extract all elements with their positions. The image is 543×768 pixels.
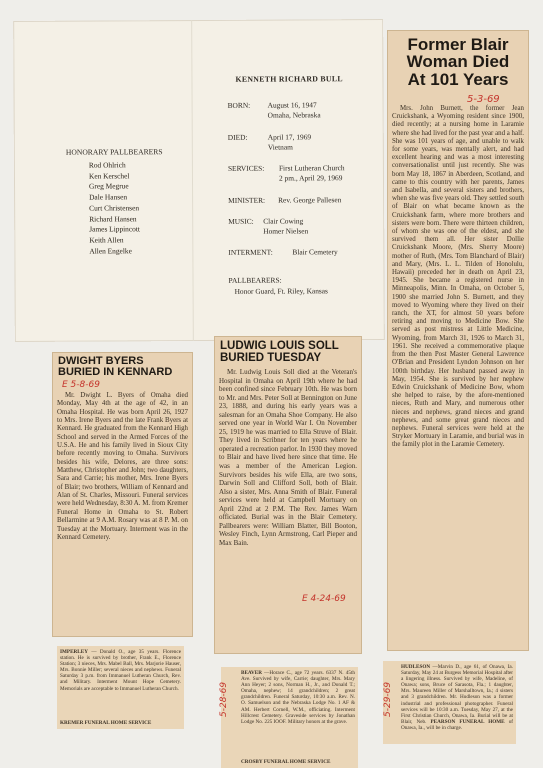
honorary-name: Ken Kerschel	[88, 171, 130, 181]
notice-text: — Donald O., age 35 years. Florence station. He is survived by brother, Frank E., Florence Station; 3 nieces, Mrs. Mabel Ball, Mrs. Marjorie Hauser, Mrs. Bonnie Miller; several nieces and nephews. Funeral Saturday 3 p.m. from Immanuel Lutheran Church, Rev. and Military. Interment Mount Hope Cemetery. Memorials are acceptable to Immanuel Lutheran Church.	[60, 649, 182, 692]
born-place: Omaha, Nebraska	[267, 110, 321, 120]
services-label: SERVICES:	[227, 163, 265, 173]
clipping-burnett	[387, 30, 529, 651]
clipping-byers	[52, 352, 193, 637]
headline-line: Former Blair	[407, 35, 509, 54]
minister-label: MINISTER:	[228, 195, 266, 205]
handwritten-date: 5-3-69	[467, 94, 500, 105]
minister-name: Rev. George Pallesen	[278, 195, 342, 205]
honorary-name: Rod Ohlrich	[88, 160, 126, 170]
funeral-home: PEARSON FUNERAL HOME	[430, 718, 505, 725]
pallbearers-value: Honor Guard, Ft. Riley, Kansas	[234, 286, 328, 296]
interment-place: Blair Cemetery	[292, 247, 338, 257]
clipping-hudleson	[383, 661, 516, 744]
funeral-home: CROSBY FUNERAL HOME SERVICE	[241, 758, 331, 765]
handwritten-date: E 5-8-69	[62, 380, 100, 390]
deceased-surname: BEAVER	[241, 670, 262, 676]
handwritten-date: E 4-24-69	[302, 594, 346, 604]
clipping-beaver	[221, 667, 358, 768]
handwritten-date: 5-29-69	[383, 681, 393, 717]
services-place: First Lutheran Church	[278, 163, 345, 173]
honorary-name: Greg Megrue	[89, 181, 129, 191]
clipping-body	[60, 649, 181, 692]
headline-line: BURIED IN KENNARD	[58, 366, 173, 379]
handwritten-date: 5-28-69	[219, 681, 229, 717]
clipping-headline	[220, 341, 339, 364]
honorary-name: Richard Hansen	[89, 213, 137, 224]
funeral-home: KREMER FUNERAL HOME SERVICE	[60, 719, 152, 726]
honorary-name: Allen Engelke	[89, 245, 132, 256]
honorary-name: Keith Allen	[89, 235, 124, 245]
music-performer: Clair Cowing	[263, 216, 304, 226]
headline-line: Woman Died	[406, 52, 510, 72]
born-date: August 16, 1947	[267, 100, 317, 110]
honorary-name: Dale Hansen	[89, 192, 128, 202]
died-place: Vietnam	[267, 142, 293, 152]
funeral-home-city: of Onawa, Ia., will be in charge.	[401, 718, 514, 731]
clipping-body	[241, 670, 355, 725]
pallbearers-label: PALLBEARERS:	[228, 275, 282, 285]
deceased-surname: IMPERLEY	[60, 649, 88, 655]
died-label: DIED:	[227, 132, 248, 142]
deceased-name: KENNETH RICHARD BULL	[235, 74, 343, 84]
clipping-imperley	[57, 646, 184, 729]
deceased-surname: HUDLESON	[401, 664, 431, 670]
program-fold-line	[191, 20, 194, 341]
headline-line: DWIGHT BYERS	[58, 355, 144, 367]
notice-text: —Horace C., age 72 years. 6337 N. 45th Ave. Survived by wife, Carrie; daughter, Mrs. Mary Ann Heyer; 2 sons, Norman H., Jr., and Donald T.; Omaha, nephew; 14 grandchildren; 2 great grandchildren. Funeral Saturday, 10:30 a.m. Rev. N. O. Samuelson and the Nebraska Lodge No. 1 AF & AM. Herbert Cornell, W.M., officiating. Interment Hillcrest Cemetery. Graveside services by Jonathan Lodge No. 225 IOOF. Military honors at the grave.	[241, 670, 355, 725]
clipping-headline	[393, 36, 523, 88]
services-time: 2 pm., April 29, 1969	[278, 173, 343, 183]
honorary-pallbearers-title: HONORARY PALLBEARERS	[65, 147, 163, 157]
notice-text: —Marvin D., age 61, of Onawa, Ia. Saturday, May 24 at Burgess Memorial Hospital after a lingering illness. Survived by wife, Madeline, of Onawa; sons, Bruce of Sarasota, Fla.; 1 daughter, Mrs. Maureen Miller of Marshalltown, Ia.; 4 sisters and 3 grandchildren. Mr. Hudleson was a former industrial and professional photographer. Funeral services will be 10:30 a.m. Tuesday, May 27, at the First Christian Church, Onawa, Ia. Burial will be at Blair, Neb.	[401, 664, 514, 725]
headline-line: LUDWIG LOUIS SOLL	[220, 340, 339, 352]
music-label: MUSIC:	[228, 216, 254, 226]
clipping-body: Mr. Dwight L. Byers of Omaha died Monday, May 4th at the age of 42, in an Omaha Hospital. He was born April 26, 1927 to Mrs. Irene Byers and the late Frank Byers at Kennard. He graduated from the Kennard High School and served in the Armed Forces of the U.S.A. He and his family lived in Sioux City before recently moving to Omaha. Survivors besides his wife, Delores, are three sons: Matthew, Christopher and John; two daughters, Sara and Carrie; his mother, Mrs. Irene Byers of Blair; two brothers, William of Kennard and Alan of St. Charles, Missouri. Funeral services were held Wednesday, 8:30 A. M. from Kremer Funeral Home in Omaha to St. Robert Bellarmine at 9 A.M. Rosary was at 8 P. M. on Tuesday at the Mortuary. Interment was in the Kennard Cemetery.	[57, 392, 188, 541]
honorary-name: Curt Christensen	[89, 203, 140, 213]
clipping-soll	[214, 336, 362, 654]
funeral-program-card	[13, 19, 385, 342]
interment-label: INTERMENT:	[228, 247, 273, 257]
born-label: BORN:	[227, 100, 251, 110]
clipping-body: Mr. Ludwig Louis Soll died at the Veteran's Hospital in Omaha on April 19th where he had been confined since February 10th. He was born to Mr. and Mrs. Peter Soll at Bennington on June 23, 1888, and during his early years was a salesman for an Omaha Shoe Company. He also served one year in World War I. On November 25, 1919 he was married to Ella Struve of Blair. They lived in Scribner for ten years where he operated a recreation parlor. In 1930 they moved to Blair and have lived here since that time. He was a member of the American Legion. Survivors besides his wife Ella, are two sons, Darwin Soll and Clifford Soll, both of Blair. Also a sister, Mrs. Anna Smith of Blair. Funeral services were held at Campbell Mortuary on April 22nd at 2 P.M. The Rev. James Warn officiated. Burial was in the Blair Cemetery. Pallbearers were: William Blatter, Bill Booton, Wesley Finch, Lynn Armstrong, Carl Pieper and Max Bain.	[219, 368, 357, 547]
music-performer: Homer Nielsen	[263, 226, 309, 236]
clipping-body: Mrs. John Burnett, the former Jean Cruickshank, a Wyoming resident since 1900, died recently; at a nursing home in Laramie where she had lived for the past year and a half. She was 101 years of age, and unable to walk for some years, was mentally alert, and had excellent hearing and was a most interesting conversationalist until just recently. She was born May 18, 1867 in Aberdeen, Scotland, and came to this country with her parents, James and Isabella, and several sisters and brothers, when she was five years old. They settled south of Blair on what became known as the Cruickshank farm, where more brothers and sisters were born. There were thirteen children, of whom she was one of the eldest, and she survived them all. Her sister Dollie Cruickshank Moore, (Mrs. Sherry Moore) mother of Ruth, (Mrs. Tom Blanchard of Blair) and Mary, (Mrs. L. L. Tilden of Honolulu, Hawaii) preceded her in death on April 23, 1945. She became a registered nurse in Minneapolis, Minn. In Omaha, on October 5, 1900 she married John S. Burnett, and they moved to Wyoming where they lived on their ranch, the XT, for almost 50 years before retiring and moving to Medicine Bow. She served as post mistress at Little Medicine, Wyoming, from March 31, 1926 to March 31, 1961. She received a commemorative plaque from the then Post Master General Lawrence O'Brian and President Lyndon Johnson on her 100th birthday. Her husband passed away in May, 1954. She is survived by her nephew Edwin Cruickshank of Medicine Bow, whom she helped to raise, by the afore-mentioned nieces, Ruth and Mary, and numerous other nieces and nephews, grand nieces and grand nephews, and some great grand nieces and nephews. Funeral services were held at the Stryker Mortuary in Laramie, and burial was in the family plot in the Laramie Cemetery.	[392, 105, 524, 449]
headline-line: BURIED TUESDAY	[220, 351, 322, 364]
died-date: April 17, 1969	[267, 132, 312, 142]
clipping-headline	[58, 356, 172, 378]
honorary-pallbearers-list	[89, 160, 140, 257]
headline-line: At 101 Years	[407, 69, 509, 89]
clipping-body	[401, 664, 513, 731]
honorary-name: James Lippincott	[89, 224, 140, 234]
